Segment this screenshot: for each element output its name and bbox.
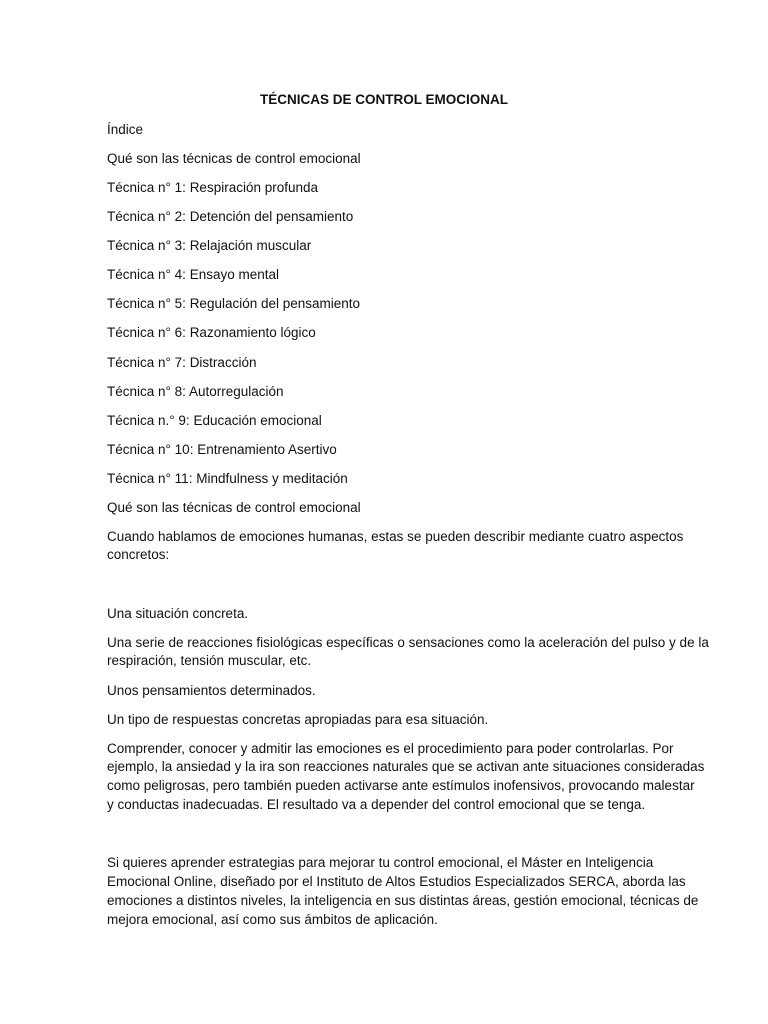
aspect-item: Unos pensamientos determinados.: [107, 683, 316, 698]
paragraph-line: mejora emocional, así como sus ámbitos de aplicación.: [107, 912, 438, 927]
paragraph-line: Comprender, conocer y admitir las emociones es el procedimiento para poder controlarlas. Por: [107, 741, 674, 756]
aspect-item: respiración, tensión muscular, etc.: [107, 653, 312, 668]
index-item: Técnica n° 8: Autorregulación: [107, 384, 284, 399]
index-item: Técnica n° 10: Entrenamiento Asertivo: [107, 442, 337, 457]
paragraph-line: Emocional Online, diseñado por el Instituto de Altos Estudios Especializados SERCA, aborda las: [107, 874, 686, 889]
index-item: Técnica n° 11: Mindfulness y meditación: [107, 471, 348, 486]
aspect-item: Una serie de reacciones fisiológicas específicas o sensaciones como la aceleración del pulso y de la: [107, 635, 709, 650]
intro-line: Cuando hablamos de emociones humanas, estas se pueden describir mediante cuatro aspectos: [107, 529, 684, 544]
aspect-item: Un tipo de respuestas concretas apropiadas para esa situación.: [107, 712, 489, 727]
index-item: Técnica n.° 9: Educación emocional: [107, 413, 322, 428]
index-item: Qué son las técnicas de control emocional: [107, 151, 361, 166]
index-item: Técnica n° 4: Ensayo mental: [107, 267, 279, 282]
intro-line: concretos:: [107, 547, 170, 562]
index-item: Técnica n° 5: Regulación del pensamiento: [107, 296, 361, 311]
paragraph-line: ejemplo, la ansiedad y la ira son reacciones naturales que se activan ante situaciones consideradas: [107, 759, 705, 774]
index-heading: Índice: [107, 122, 144, 137]
paragraph-line: emociones a distintos niveles, la inteligencia en sus distintas áreas, gestión emocional, técnicas de: [107, 893, 699, 908]
paragraph-line: y conductas inadecuadas. El resultado va a depender del control emocional que se tenga.: [107, 797, 646, 812]
section-heading: Qué son las técnicas de control emocional: [107, 500, 361, 515]
index-item: Técnica n° 3: Relajación muscular: [107, 238, 312, 253]
index-item: Técnica n° 2: Detención del pensamiento: [107, 209, 354, 224]
index-item: Técnica n° 7: Distracción: [107, 355, 257, 370]
index-item: Técnica n° 1: Respiración profunda: [107, 180, 319, 195]
document-title: TÉCNICAS DE CONTROL EMOCIONAL: [259, 92, 508, 107]
aspect-item: Una situación concreta.: [107, 606, 249, 621]
index-item: Técnica n° 6: Razonamiento lógico: [107, 325, 316, 340]
paragraph-line: Si quieres aprender estrategias para mejorar tu control emocional, el Máster en Inteligencia: [107, 855, 654, 870]
paragraph-line: como peligrosas, pero también pueden activarse ante estímulos inofensivos, provocando malestar: [107, 778, 695, 793]
